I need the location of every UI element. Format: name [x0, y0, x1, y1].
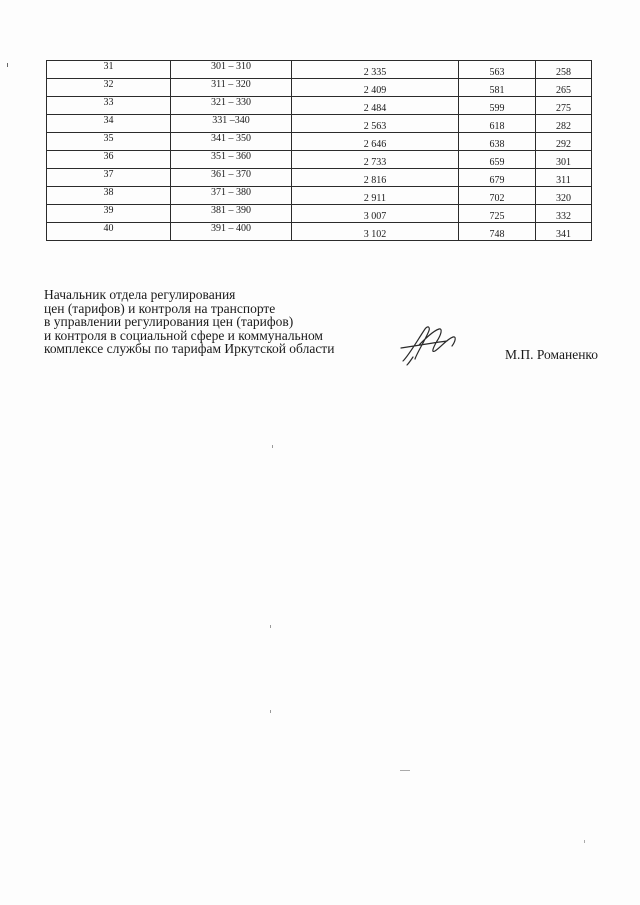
value-cell-2: 599	[459, 97, 536, 115]
title-line-2: цен (тарифов) и контроля на транспорте	[44, 300, 276, 316]
value-cell-3: 301	[536, 151, 592, 169]
scan-speck	[7, 63, 8, 67]
value-cell-3: 292	[536, 133, 592, 151]
row-number-cell: 38	[47, 187, 171, 205]
value-cell: 2 563	[292, 115, 459, 133]
table-body	[47, 61, 592, 241]
range-cell: 391 – 400	[171, 223, 292, 241]
value-cell: 2 733	[292, 151, 459, 169]
range-cell: 381 – 390	[171, 205, 292, 223]
row-number-cell: 34	[47, 115, 171, 133]
signatory-name: М.П. Романенко	[505, 347, 599, 362]
tariff-table	[46, 60, 592, 241]
value-cell: 2 484	[292, 97, 459, 115]
title-line-4: и контроля в социальной сфере и коммунальном	[44, 327, 323, 343]
table-row	[47, 223, 592, 241]
value-cell-2: 679	[459, 169, 536, 187]
title-line-3: в управлении регулирования цен (тарифов)	[44, 314, 294, 329]
table-row	[47, 151, 592, 169]
row-number-cell: 40	[47, 223, 171, 241]
row-number-cell: 35	[47, 133, 171, 151]
row-number-cell: 39	[47, 205, 171, 223]
range-cell: 361 – 370	[171, 169, 292, 187]
scan-speck	[584, 840, 585, 843]
scan-speck	[400, 770, 410, 771]
range-cell: 321 – 330	[171, 97, 292, 115]
value-cell-3: 265	[536, 79, 592, 97]
scan-speck	[270, 625, 271, 628]
value-cell-2: 748	[459, 223, 536, 241]
value-cell-3: 311	[536, 169, 592, 187]
row-number-cell: 37	[47, 169, 171, 187]
title-line-5: комплексе службы по тарифам Иркутской области	[44, 341, 335, 356]
value-cell: 3 102	[292, 223, 459, 241]
row-number-cell: 33	[47, 97, 171, 115]
table-row	[47, 187, 592, 205]
value-cell: 2 646	[292, 133, 459, 151]
range-cell: 351 – 360	[171, 151, 292, 169]
value-cell: 3 007	[292, 205, 459, 223]
range-cell: 301 – 310	[171, 61, 292, 79]
value-cell-2: 725	[459, 205, 536, 223]
value-cell-3: 341	[536, 223, 592, 241]
value-cell-2: 581	[459, 79, 536, 97]
value-cell-3: 282	[536, 115, 592, 133]
table-row	[47, 169, 592, 187]
row-number-cell: 36	[47, 151, 171, 169]
range-cell: 311 – 320	[171, 79, 292, 97]
value-cell: 2 335	[292, 61, 459, 79]
range-cell: 331 –340	[171, 115, 292, 133]
title-line-1: Начальник отдела регулирования	[44, 287, 236, 302]
value-cell-2: 659	[459, 151, 536, 169]
table-row	[47, 79, 592, 97]
value-cell-3: 258	[536, 61, 592, 79]
table-row	[47, 115, 592, 133]
row-number-cell: 32	[47, 79, 171, 97]
table-row	[47, 133, 592, 151]
value-cell-2: 563	[459, 61, 536, 79]
value-cell: 2 816	[292, 169, 459, 187]
official-title	[44, 288, 404, 356]
scan-speck	[270, 710, 271, 713]
value-cell-3: 275	[536, 97, 592, 115]
value-cell-2: 638	[459, 133, 536, 151]
handwritten-signature	[395, 315, 480, 375]
table-row	[47, 61, 592, 79]
range-cell: 341 – 350	[171, 133, 292, 151]
row-number-cell: 31	[47, 61, 171, 79]
value-cell: 2 911	[292, 187, 459, 205]
range-cell: 371 – 380	[171, 187, 292, 205]
value-cell: 2 409	[292, 79, 459, 97]
value-cell-2: 702	[459, 187, 536, 205]
scan-speck	[272, 445, 273, 448]
table-row	[47, 205, 592, 223]
value-cell-3: 332	[536, 205, 592, 223]
table-row	[47, 97, 592, 115]
value-cell-2: 618	[459, 115, 536, 133]
value-cell-3: 320	[536, 187, 592, 205]
